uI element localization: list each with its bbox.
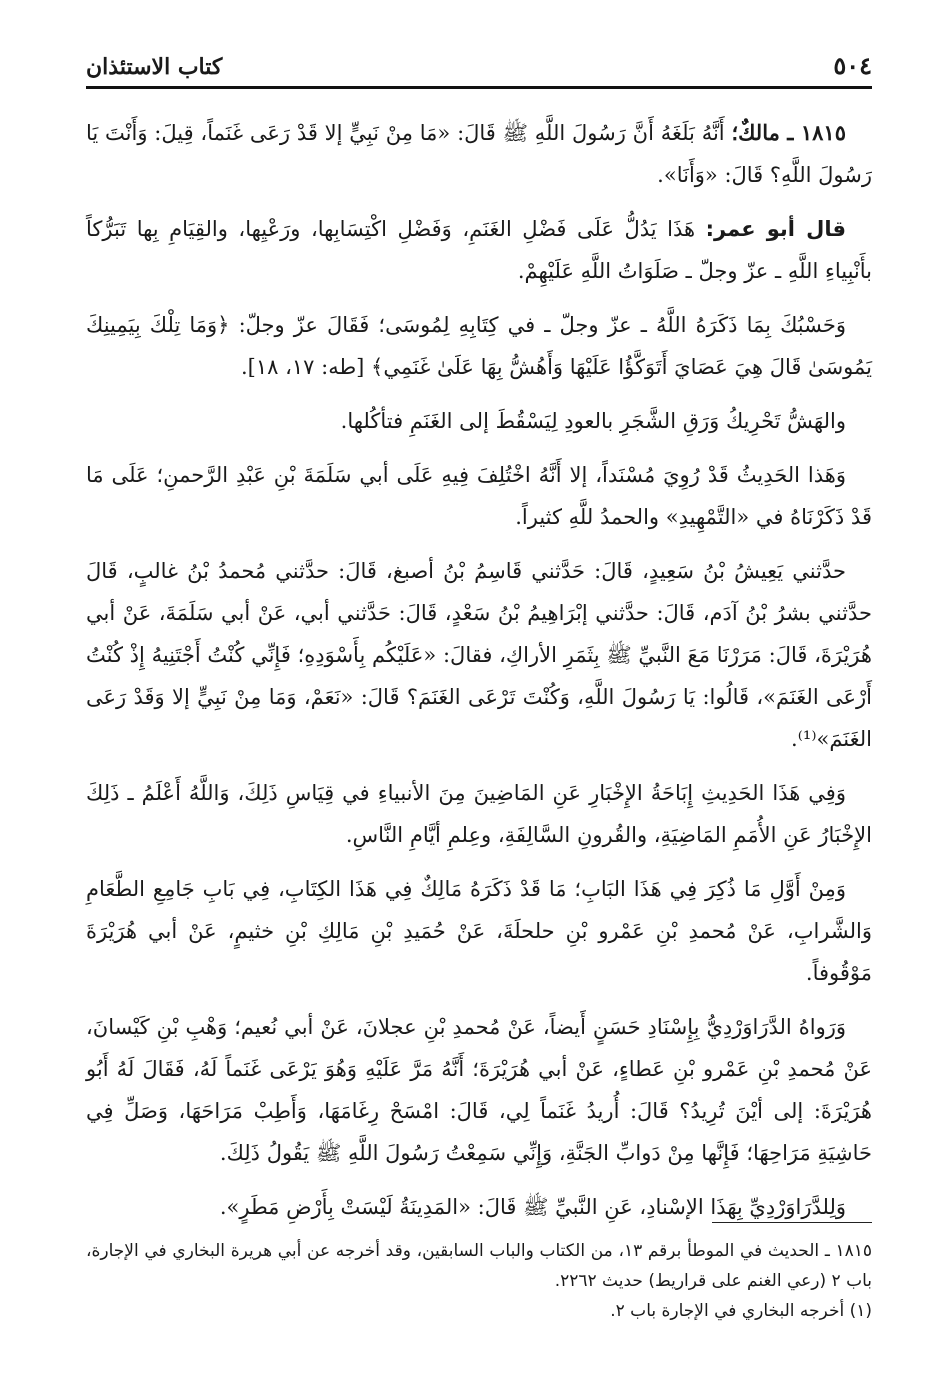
paragraph (86, 772, 872, 856)
page-header (86, 38, 872, 89)
paragraph-text: وَلِلدَّرَاوَرْدِيِّ بِهَذَا الإسْنادِ، عَنِ النَّبيِّ ﷺ قَالَ: «المَدِينَةُ لَيْسَتْ بِأَرْضِ مَطَرٍ». (219, 1195, 846, 1219)
paragraph (86, 454, 872, 538)
paragraph-text: والهَشُّ تَحْرِيكُ وَرَقِ الشَّجَرِ بالعودِ لِيَسْقُطَ إلى الغَنَمِ فتأكُلها. (340, 409, 846, 433)
paragraph-lead: ١٨١٥ ـ مالكٌ؛ (731, 120, 846, 145)
footnote: ١٨١٥ ـ الحديث في الموطأ برقم ١٣، من الكتاب والباب السابقين، وقد أخرجه عن أبي هريرة البخاري في الإجارة، باب ٢ (رعي الغنم على قراريط) حديث ٢٢٦٢. (86, 1241, 872, 1291)
paragraph (86, 868, 872, 994)
paragraph-text: وَحَسْبُكَ بِمَا ذَكَرَهُ اللَّهُ ـ عزّ وجلّ ـ في كِتَابِهِ لِمُوسَى؛ فَقَالَ عزّ وجلّ: ﴿وَمَا تِلْكَ بِيَمِينِكَ يَمُوسَىٰ قَالَ هِيَ عَصَايَ أَتَوَكَّؤُا عَلَيْهَا وَأَهُشُّ بِهَا عَلَىٰ غَنَمِي﴾ [طه: ١٧، ١٨]. (86, 313, 872, 379)
paragraph (86, 112, 872, 196)
paragraph-text: أَنَّهُ بَلَغَهُ أَنَّ رَسُولَ اللَّهِ ﷺ قَالَ: «مَا مِنْ نَبِيٍّ إلا قَدْ رَعَى غَنَماً، قِيلَ: وَأَنْتَ يَا رَسُولَ اللَّهِ؟ قَالَ: «وَأَنَا». (86, 121, 872, 187)
paragraph (86, 1006, 872, 1174)
paragraph-text: وَفِي هَذَا الحَدِيثِ إِبَاحَةُ الإِخْبَارِ عَنِ المَاضِينَ مِنَ الأنبياءِ في قِيَاسِ ذَلِكَ، وَاللَّهُ أَعْلَمُ ـ ذَلِكَ الإِخْبَارُ عَنِ الأُمَمِ المَاضِيَةِ، والقُرونِ السَّالِفَةِ، وعِلمِ أيَّامِ النَّاسِ. (86, 781, 872, 847)
main-text (86, 112, 872, 1240)
paragraph-text: حدَّثني يَعِيشُ بْنُ سَعِيدٍ، قَالَ: حَدَّثني قَاسِمُ بْنُ أصبغ، قَالَ: حدَّثني مُحمدُ بْنُ غالبٍ، قَالَ حدَّثني بشرُ بْنُ آدَم، قَالَ: حدَّثني إبْرَاهِيمُ بْنُ سَعْدٍ، قَالَ: حَدَّثني أبي، عَنْ أبي سَلَمَةَ، عَنْ أبي هُرَيْرَةَ، قَالَ: مَرَرْنَا مَعَ النَّبيِّ ﷺ بِثَمَرِ الأراكِ، فقالَ: «عَلَيْكُم بِأَسْوَدِهِ؛ فَإِنِّي كُنْتُ أَجْتَنِيهُ إِذْ كُنْتُ أَرْعَى الغَنَمَ»، قَالُوا: يَا رَسُولَ اللَّهِ، وَكُنْتَ تَرْعَى الغَنَمَ؟ قَالَ: «نَعَمْ، وَمَا مِنْ نَبِيٍّ إلا وَقَدْ رَعَى الغَنَمَ»⁽¹⁾. (86, 559, 872, 751)
paragraph-text: وَرَواهُ الدَّرَاوَرْدِيُّ بِإِسْنَادِ حَسَنٍ أَيضاً، عَنْ مُحمدِ بْنِ عجلانَ، عَنْ أبي نُعيم؛ وَهْبِ بْنِ كَيْسانَ، عَنْ مُحمدِ بْنِ عَمْرو بْنِ عَطاءٍ، عَنْ أبي هُرَيْرَةَ؛ أَنَّهُ مَرَّ عَلَيْهِ وَهُوَ يَرْعَى غَنَماً لَهُ، فَقَالَ لَهُ أَبُو هُرَيْرَةَ: إلى أيْنَ تُرِيدُ؟ قَالَ: أُريدُ غَنَماً لِي، قَالَ: امْسَحْ رِغَامَهَا، وَأَطِبْ مَرَاحَهَا، وَصَلِّ فِي حَاشِيَةِ مَرَاحِهَا؛ فَإِنَّها مِنْ دَوابِّ الجَنَّةِ، وَإِنِّي سَمِعْتُ رَسُولَ اللَّهِ ﷺ يَقُولُ ذَلِكَ. (86, 1015, 872, 1165)
footnote-separator (712, 1222, 872, 1223)
paragraph (86, 304, 872, 388)
paragraph (86, 400, 872, 442)
page-number: ٥٠٤ (833, 51, 872, 80)
footnote: (١) أخرجه البخاري في الإجارة باب ٢. (610, 1301, 872, 1321)
paragraph (86, 208, 872, 292)
paragraph-lead: قال أبو عمر: (705, 217, 846, 241)
paragraph-text: هَذَا يَدُلُّ عَلَى فَضْلِ الغَنَمِ، وَفَضْلِ اكْتِسَابِها، ورَعْيِها، والقِيَامِ بِها تَبَرُّكاً بأَنْبِياءِ اللَّهِ ـ عزّ وجلّ ـ صَلَوَاتُ اللَّهِ عَلَيْهِمْ. (86, 217, 872, 283)
paragraph (86, 550, 872, 760)
paragraph-text: وَمِنْ أَوَّلِ مَا ذُكِرَ فِي هَذَا البَابِ؛ مَا قَدْ ذَكَرَهُ مَالِكٌ فِي هَذَا الكِتَابِ، فِي بَابِ جَامِعِ الطَّعَامِ وَالشَّرابِ، عَنْ مُحمدِ بْنِ عَمْرو بْنِ حلحلَةَ، عَنْ حُمَيدِ بْنِ مَالِكِ بْنِ خثيمٍ، عَنْ أبي هُرَيْرَةَ مَوْقُوفاً. (86, 877, 872, 985)
footnotes (86, 1236, 872, 1326)
chapter-title: كتاب الاستئذان (86, 54, 223, 80)
paragraph-text: وَهَذا الحَدِيثُ قَدْ رُوِيَ مُسْنَداً، إلا أَنَّهُ اخْتُلِفَ فِيهِ عَلَى أبي سَلَمَةَ بْنِ عَبْدِ الرَّحمنِ؛ عَلَى مَا قَدْ ذَكَرْنَاهُ في «التَّمْهِيدِ» والحمدُ للَّهِ كثيراً. (86, 463, 872, 529)
